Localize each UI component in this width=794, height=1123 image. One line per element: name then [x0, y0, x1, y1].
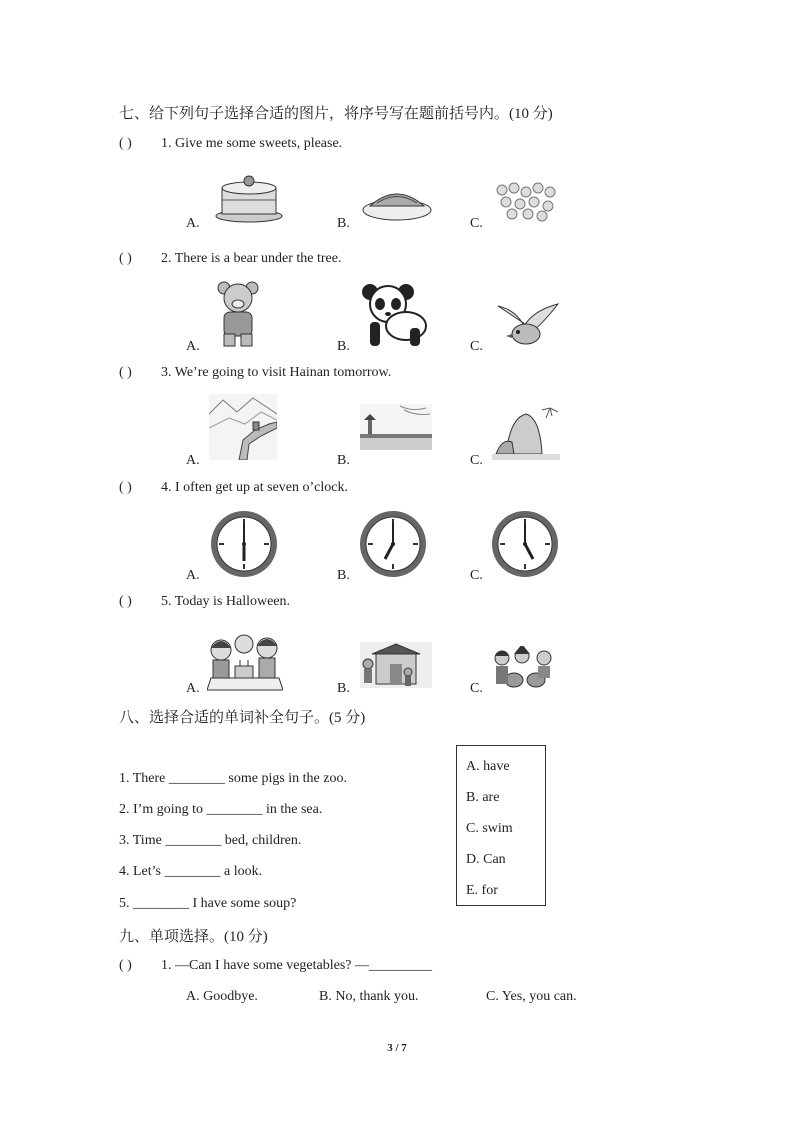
q7-1-opt-c: C. [470, 216, 483, 231]
q7-3-text: 3. We’re going to visit Hainan tomorrow. [161, 365, 392, 380]
q9-1-text: 1. —Can I have some vegetables? —_________ [161, 958, 432, 973]
s8-sentence-5: 5. ________ I have some soup? [119, 896, 297, 911]
q7-5-text: 5. Today is Halloween. [161, 594, 291, 609]
q7-2-opt-b: B. [337, 339, 350, 354]
word-bank-item: B. are [466, 790, 500, 805]
q7-1-opt-a: A. [186, 216, 200, 231]
lake-pagoda-icon [360, 404, 432, 450]
s8-sentence-2: 2. I’m going to ________ in the sea. [119, 802, 323, 817]
q7-3-bracket[interactable]: ( ) [119, 365, 132, 380]
q7-5-opt-a: A. [186, 681, 200, 696]
section-7-title: 七、给下列句子选择合适的图片，将序号写在题前括号内。(10 分) [119, 106, 553, 122]
q7-4-bracket[interactable]: ( ) [119, 480, 132, 495]
q7-4-opt-b: B. [337, 568, 350, 583]
word-bank-item: C. swim [466, 821, 513, 836]
q9-1-bracket[interactable]: ( ) [119, 958, 132, 973]
bird-icon [494, 300, 562, 348]
q7-4-text: 4. I often get up at seven o’clock. [161, 480, 348, 495]
clock-five-icon [490, 509, 560, 579]
s8-sentence-1: 1. There ________ some pigs in the zoo. [119, 771, 347, 786]
s8-sentence-3: 3. Time ________ bed, children. [119, 833, 302, 848]
temple-festival-icon [360, 642, 432, 688]
panda-icon [360, 282, 428, 350]
q7-2-bracket[interactable]: ( ) [119, 251, 132, 266]
q7-1-opt-b: B. [337, 216, 350, 231]
section-8-title: 八、选择合适的单词补全句子。(5 分) [119, 710, 366, 726]
teddy-bear-icon [212, 280, 266, 348]
clock-seven-icon [358, 509, 428, 579]
q9-1-opt-b: B. No, thank you. [319, 989, 419, 1004]
word-bank-box [456, 745, 546, 906]
s8-sentence-4: 4. Let’s ________ a look. [119, 864, 263, 879]
q7-5-bracket[interactable]: ( ) [119, 594, 132, 609]
beach-rock-icon [492, 404, 560, 460]
q7-3-opt-b: B. [337, 453, 350, 468]
q7-2-opt-a: A. [186, 339, 200, 354]
q7-1-bracket[interactable]: ( ) [119, 136, 132, 151]
great-wall-icon [209, 394, 277, 460]
clock-six-icon [209, 509, 279, 579]
cake-icon [214, 172, 284, 224]
q7-5-opt-b: B. [337, 681, 350, 696]
page-number: 3 / 7 [387, 1042, 407, 1054]
q9-1-opt-a: A. Goodbye. [186, 989, 258, 1004]
q7-2-opt-c: C. [470, 339, 483, 354]
birthday-party-icon [207, 630, 283, 692]
q7-4-opt-a: A. [186, 568, 200, 583]
section-9-title: 九、单项选择。(10 分) [119, 929, 268, 945]
halloween-kids-icon [492, 646, 562, 688]
q7-2-text: 2. There is a bear under the tree. [161, 251, 342, 266]
word-bank-item: A. have [466, 759, 510, 774]
q7-1-text: 1. Give me some sweets, please. [161, 136, 343, 151]
candy-pile-icon [494, 180, 560, 222]
word-bank-item: E. for [466, 883, 498, 898]
q7-3-opt-c: C. [470, 453, 483, 468]
q7-3-opt-a: A. [186, 453, 200, 468]
sushi-plate-icon [362, 186, 432, 222]
q7-5-opt-c: C. [470, 681, 483, 696]
q9-1-opt-c: C. Yes, you can. [486, 989, 577, 1004]
word-bank-item: D. Can [466, 852, 506, 867]
q7-4-opt-c: C. [470, 568, 483, 583]
